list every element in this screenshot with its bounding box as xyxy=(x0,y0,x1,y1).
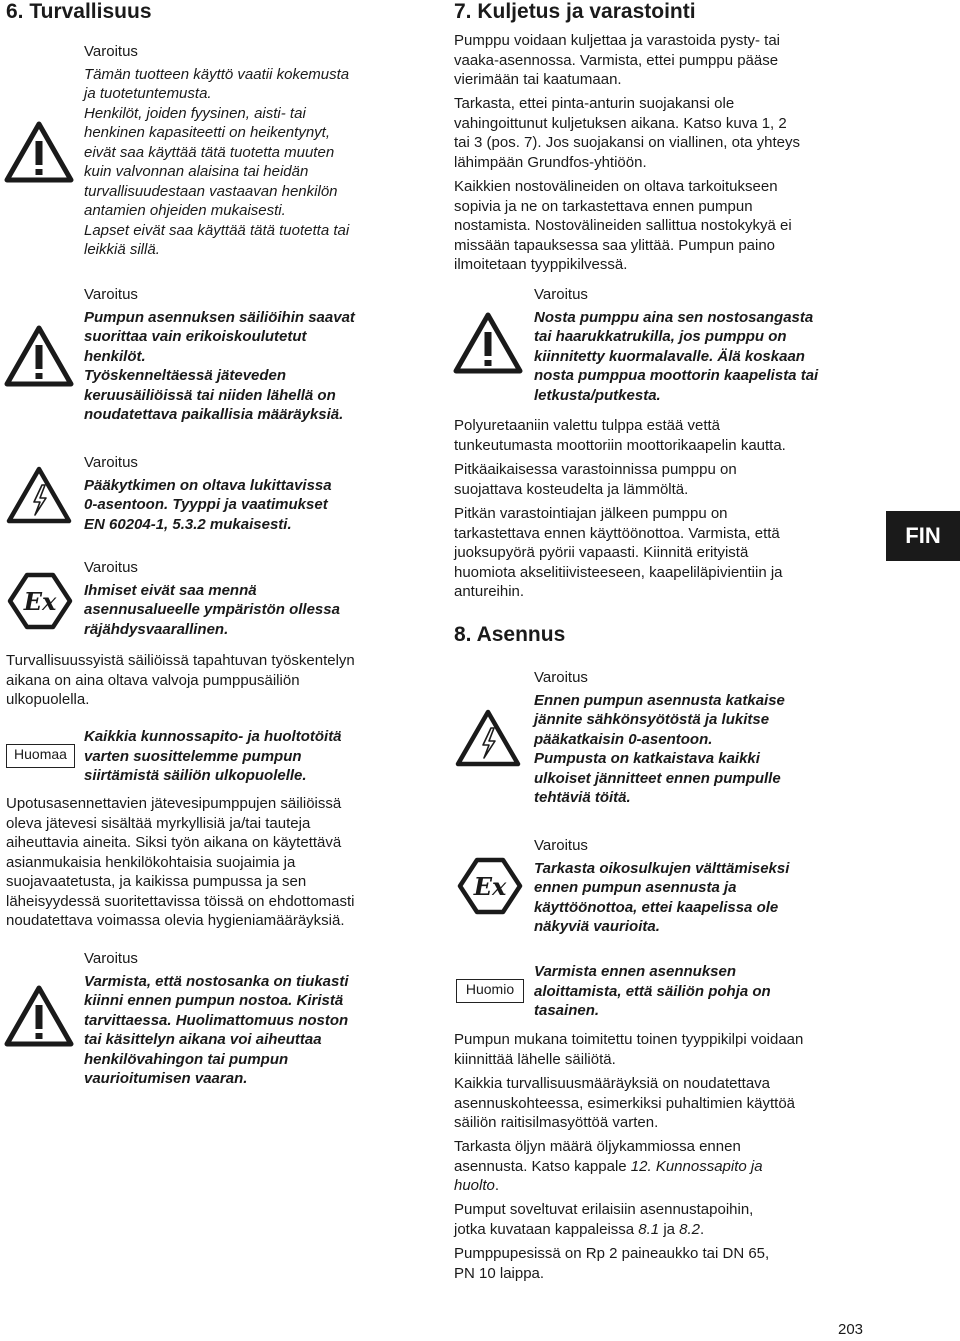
warning-block-6 xyxy=(534,285,818,405)
explosion-hazard-ex-icon xyxy=(457,857,523,915)
warning-text: Ennen pumpun asennusta katkaise jännite sähkönsyötöstä ja lukitse pääkatkaisin 0-asentoon. Pumpusta on katkaistava kaikki ulkoiset jännitteet ennen pumpulle tehtäviä töitä. xyxy=(534,691,785,806)
warning-triangle-icon xyxy=(4,121,74,183)
warning-label: Varoitus xyxy=(84,43,138,60)
warning-block-2 xyxy=(84,285,355,425)
warning-label: Varoitus xyxy=(534,837,588,854)
svg-text:Ex: Ex xyxy=(23,587,57,616)
note-text: Varmista ennen asennuksen aloittamista, että säiliön pohja on tasainen. xyxy=(534,963,771,1019)
warning-text: Varmista, että nostosanka on tiukasti kiinni ennen pumpun nostoa. Kiristä tarvittaessa. Huolimattomuus noston tai käsittelyn aikana voi aiheuttaa henkilövahingon tai pumpun vaurioitumisen vaaran. xyxy=(84,972,349,1087)
language-tab: FIN xyxy=(886,511,960,561)
warning-label: Varoitus xyxy=(84,950,138,967)
paragraph: Pumput soveltuvat erilaisiin asennustapoihin, jotka kuvataan kappaleissa 8.1 ja 8.2. xyxy=(454,1201,754,1238)
warning-block-4 xyxy=(84,558,340,639)
warning-block-3 xyxy=(84,453,332,534)
paragraph: Kaikkien nostovälineiden on oltava tarkoitukseen sopivia ja ne on tarkastettava ennen pumpun nostamista. Nostovälineiden sallittua nostokykyä ei missään tapauksessa saa ylittää. Pumpun paino ilmoitetaan tyyppikilvessä. xyxy=(454,178,792,273)
warning-text: Tarkasta oikosulkujen välttämiseksi ennen pumpun asennusta ja käyttöönottoa, ettei kaapelissa ole näkyviä vaurioita. xyxy=(534,859,790,935)
paragraph: Kaikkia turvallisuusmääräyksiä on noudatettava asennuskohteessa, esimerkiksi puhaltimien käyttöä säiliön raitisilmasyöttöä varten. xyxy=(454,1075,796,1131)
warning-triangle-icon xyxy=(4,325,74,387)
warning-block-1 xyxy=(84,42,349,260)
warning-text: Ihmiset eivät saa mennä asennusalueelle ympäristön ollessa räjähdysvaarallinen. xyxy=(84,581,340,638)
section-heading-8: 8. Asennus xyxy=(454,623,566,646)
svg-text:Ex: Ex xyxy=(473,872,507,901)
section-heading-6: 6. Turvallisuus xyxy=(6,0,152,23)
paragraph: Tarkasta öljyn määrä öljykammiossa ennen asennusta. Katso kappale 12. Kunnossapito ja huolto. xyxy=(454,1138,763,1194)
paragraph: Turvallisuussyistä säiliöissä tapahtuvan työskentelyn aikana on aina oltava valvoja pumppusäiliön ulkopuolella. xyxy=(6,652,355,708)
note-badge: Huomaa xyxy=(6,744,75,768)
paragraph: Pumppupesissä on Rp 2 paineaukko tai DN 65, PN 10 laippa. xyxy=(454,1245,770,1282)
warning-triangle-icon xyxy=(453,312,523,374)
page-number: 203 xyxy=(838,1321,864,1338)
paragraph: Pitkän varastointiajan jälkeen pumppu on tarkastettava ennen käyttöönottoa. Varmista, että juoksupyörä pyörii vapaasti. Kiinnitä erityistä huomiota akselitiivisteeseen, kaapeliläpivientiin ja antureihin. xyxy=(454,505,783,600)
electrical-hazard-icon xyxy=(6,466,72,524)
warning-label: Varoitus xyxy=(84,454,138,471)
paragraph: Pumpun mukana toimitettu toinen tyyppikilpi voidaan kiinnittää lähelle säiliötä. xyxy=(454,1031,804,1068)
cross-reference-link[interactable]: huolto xyxy=(454,1177,495,1194)
note-text: Kaikkia kunnossapito- ja huoltotöitä varten suosittelemme pumpun siirtämistä säiliön ulkopuolelle. xyxy=(84,728,342,784)
warning-label: Varoitus xyxy=(534,669,588,686)
paragraph: Tarkasta, ettei pinta-anturin suojakansi ole vahingoittunut kuljetuksen aikana. Katso kuva 1, 2 tai 3 (pos. 7). Jos suojakansi on viallinen, ota yhteys lähimpään Grundfos-yhtiöön. xyxy=(454,95,801,171)
paragraph: Polyuretaaniin valettu tulppa estää vettä tunkeutumasta moottoriin moottorikaapelin kautta. xyxy=(454,417,786,454)
warning-block-7 xyxy=(534,668,785,808)
section-heading-7: 7. Kuljetus ja varastointi xyxy=(454,0,696,23)
cross-reference-link[interactable]: 12. Kunnossapito ja xyxy=(630,1157,763,1175)
warning-text: Pääkytkimen on oltava lukittavissa 0-asentoon. Tyyppi ja vaatimukset EN 60204-1, 5.3.2 mukaisesti. xyxy=(84,476,332,533)
warning-triangle-icon xyxy=(4,985,74,1047)
paragraph: Pitkäaikaisessa varastoinnissa pumppu on suojattava kosteudelta ja lämmöltä. xyxy=(454,461,737,498)
warning-text: Tämän tuotteen käyttö vaatii kokemusta ja tuotetuntemusta. Henkilöt, joiden fyysinen, aisti- tai henkinen kapasiteetti on heikentynyt, eivät saa käyttää tätä tuotetta muuten kuin valvonnan alaisina tai heidän turvallisuudestaan vastaavan henkilön antamien ohjeiden mukaisesti. Lapset eivät saa käyttää tätä tuotetta tai leikkiä sillä. xyxy=(84,65,350,258)
paragraph: Upotusasennettavien jätevesipumppujen säiliöissä oleva jätevesi sisältää myrkyllisiä ja/tai tauteja aiheuttavia aineita. Siksi työn aikana on käytettävä asianmukaisia henkilökohtaisia suojaimia ja suojavaatetusta, ja kaikissa pumpussa ja sen läheisyydessä suoritettavissa töissä on ehdottomasti noudatettava voimassa olevia hygieniamääräyksiä. xyxy=(6,795,355,929)
warning-block-8 xyxy=(534,836,789,937)
explosion-hazard-ex-icon xyxy=(7,572,73,630)
cross-reference-link[interactable]: 8.2 xyxy=(679,1220,701,1238)
warning-text: Pumpun asennuksen säiliöihin saavat suorittaa vain erikoiskoulutetut henkilöt. Työskenneltäessä jäteveden keruusäiliöissä tai niiden lähellä on noudatettava paikallisia määräyksiä. xyxy=(84,308,355,423)
cross-reference-link[interactable]: 8.1 xyxy=(638,1220,660,1238)
warning-text: Nosta pumppu aina sen nostosangasta tai haarukkatrukilla, jos pumppu on kiinnitetty kuormalavalle. Älä koskaan nosta pumppua moottorin kaapelista tai letkusta/putkesta. xyxy=(534,308,819,404)
warning-block-5 xyxy=(84,949,349,1089)
paragraph: Pumppu voidaan kuljettaa ja varastoida pysty- tai vaaka-asennossa. Varmista, ettei pumppu pääse vierimään tai kaatumaan. xyxy=(454,32,781,88)
warning-label: Varoitus xyxy=(84,286,138,303)
warning-label: Varoitus xyxy=(534,286,588,303)
note-badge: Huomio xyxy=(456,979,524,1003)
electrical-hazard-icon xyxy=(455,709,521,767)
warning-label: Varoitus xyxy=(84,559,138,576)
